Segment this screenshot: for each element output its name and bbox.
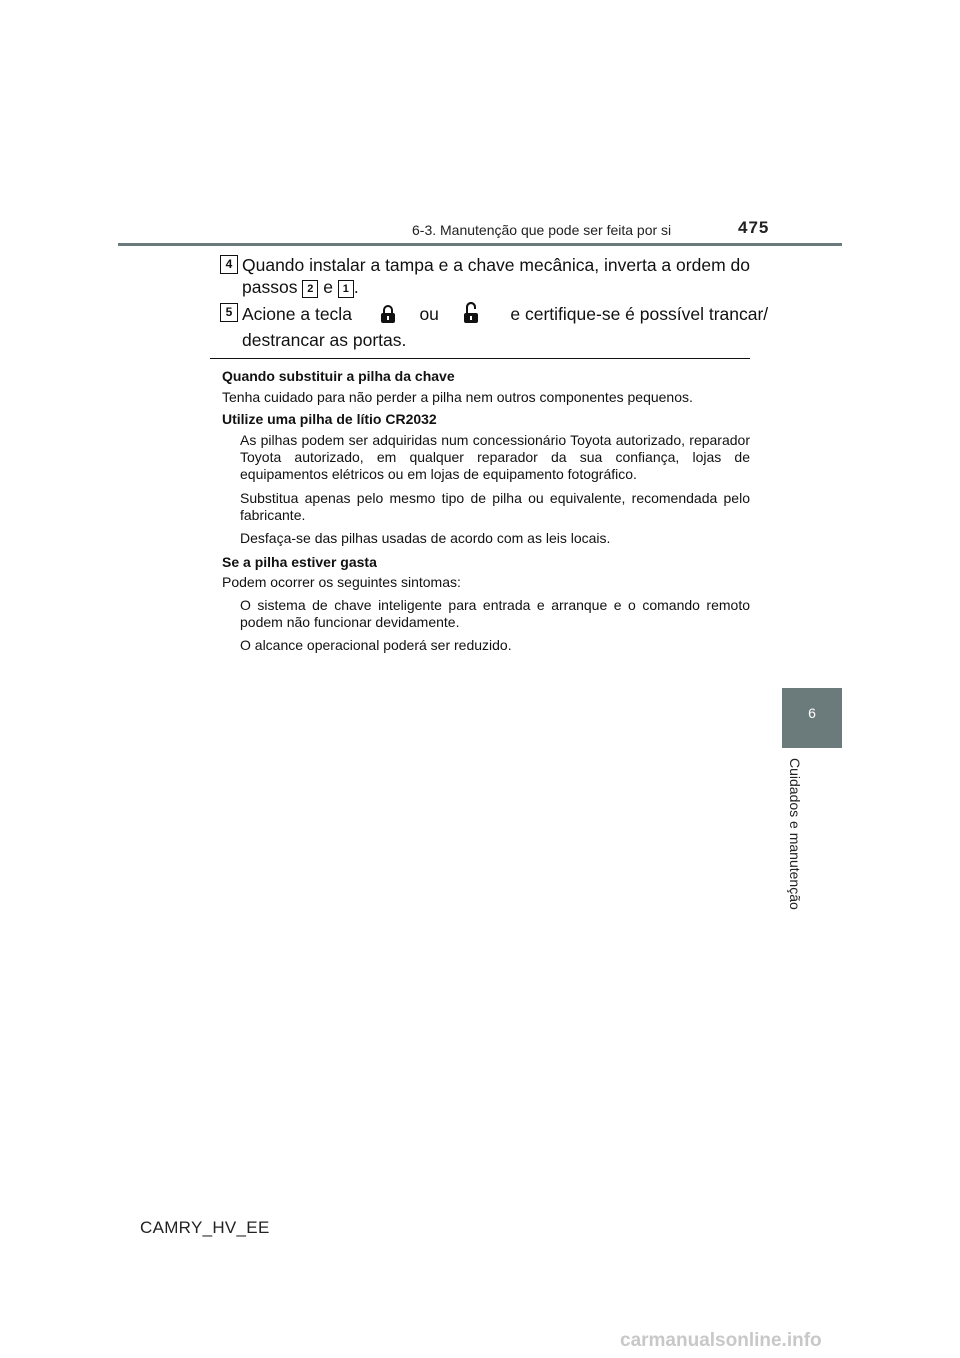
page-number: 475 <box>738 218 770 237</box>
step-5-ou: ou <box>419 304 439 324</box>
note-heading-3: Se a pilha estiver gasta <box>222 554 377 570</box>
lock-icon <box>380 304 396 329</box>
step-4-conj: e <box>323 277 333 297</box>
chapter-label: Cuidados e manutenção <box>787 758 803 910</box>
note-heading-1: Quando substituir a pilha da chave <box>222 368 455 384</box>
watermark: carmanualsonline.info <box>620 1330 822 1351</box>
step-4-period: . <box>353 277 359 297</box>
step-ref-2: 2 <box>302 280 318 298</box>
step-number-5: 5 <box>220 303 238 322</box>
note-bullet-5: O alcance operacional poderá ser reduzido. <box>240 637 512 653</box>
note-paragraph-1: Tenha cuidado para não perder a pilha nem outros componentes pequenos. <box>222 389 693 405</box>
step-4-line2 <box>242 276 750 298</box>
step-ref-1: 1 <box>338 280 354 298</box>
step-number-4: 4 <box>220 255 238 274</box>
note-bullet-1: As pilhas podem ser adquiridas num concessionário Toyota autorizado, reparador Toyota autorizado, em qualquer reparador da sua confiança, lojas de equipamentos elétricos ou em lojas de equipamento fotográfico. <box>240 432 750 482</box>
document-code: CAMRY_HV_EE <box>140 1218 270 1237</box>
note-bullet-4: O sistema de chave inteligente para entrada e arranque e o comando remoto podem não funcionar devidamente. <box>240 597 750 630</box>
step-5-line1 <box>242 302 769 329</box>
chapter-tab <box>782 688 842 748</box>
step-4-text <box>242 254 750 298</box>
step-5-text <box>242 302 769 351</box>
header-divider <box>118 243 842 246</box>
chapter-number: 6 <box>808 705 816 721</box>
note-paragraph-2: Podem ocorrer os seguintes sintomas: <box>222 574 461 590</box>
note-bullet-3: Desfaça-se das pilhas usadas de acordo com as leis locais. <box>240 530 611 546</box>
step-4-line1: Quando instalar a tampa e a chave mecânica, inverta a ordem do <box>242 255 750 275</box>
note-heading-2: Utilize uma pilha de lítio CR2032 <box>222 411 437 427</box>
notes-divider <box>210 358 750 359</box>
note-bullet-2: Substitua apenas pelo mesmo tipo de pilha ou equivalente, recomendada pelo fabricante. <box>240 490 750 523</box>
step-4-passos: passos <box>242 277 298 297</box>
step-5-suffix: e certifique-se é possível trancar/ <box>510 304 769 324</box>
unlock-icon <box>463 302 479 329</box>
step-5-prefix: Acione a tecla <box>242 304 352 324</box>
step-5-line2: destrancar as portas. <box>242 330 407 350</box>
section-title: 6-3. Manutenção que pode ser feita por si <box>412 222 672 238</box>
